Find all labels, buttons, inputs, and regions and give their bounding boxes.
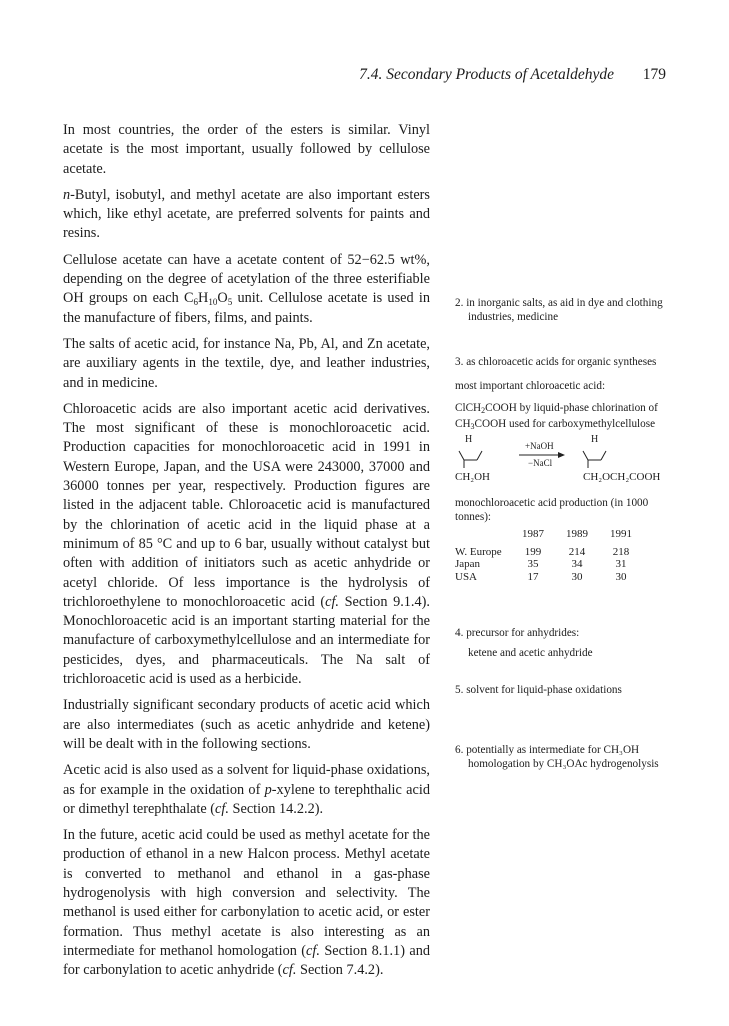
table-header-year: 1989 bbox=[566, 527, 588, 540]
table-header-year: 1991 bbox=[610, 527, 632, 540]
clch2-text: ClCH bbox=[455, 402, 482, 415]
table-cell: 218 bbox=[612, 545, 630, 558]
margin-note-2-text: 2. in inorganic salts, as aid in dye and clothing industries, medicine bbox=[455, 297, 663, 323]
paragraph-esters-order: In most countries, the order of the esters is similar. Vinyl acetate is the most important, usually followed by cellulose acetate. bbox=[63, 122, 430, 177]
p3-text-b: H bbox=[198, 290, 209, 307]
p3-text-d: unit. Cellulose acetate is used in the manufacture of fibers, films, and paints. bbox=[63, 290, 430, 326]
paragraph-chloroacetic-acids bbox=[63, 400, 430, 689]
p8-text-c: Section 7.4.2). bbox=[296, 962, 384, 979]
margin-note-4-sub: ketene and acetic anhydride bbox=[468, 646, 593, 659]
table-cell: 31 bbox=[615, 558, 627, 571]
margin-note-6 bbox=[455, 744, 670, 771]
table-cell: 35 bbox=[527, 558, 539, 571]
table-row bbox=[455, 571, 643, 584]
p5-cf: cf. bbox=[325, 593, 340, 610]
margin-note-3-sub2 bbox=[455, 402, 670, 433]
p8-text-a: In the future, acetic acid could be used as methyl acetate for the production of ethanol in a new Halcon process. Methyl acetate is converted to methanol and ethanol in a gas-phase hydrogenolysis with high conversion and selectivity. The methanol is used either for carbonylation to acetic acid, or ester formation. Thus methyl acetate is also interesting as an intermediate for methanol homologation ( bbox=[63, 827, 430, 959]
table-cell: 30 bbox=[615, 570, 627, 583]
page-number: 179 bbox=[642, 66, 666, 83]
p3-sub-10: 10 bbox=[208, 297, 218, 308]
p7-p-italic: p bbox=[264, 781, 272, 798]
carboxymethylation-reaction bbox=[455, 435, 670, 491]
p3-text-c: O bbox=[217, 290, 228, 307]
margin-note-3 bbox=[455, 356, 670, 583]
cooh-text: COOH by liquid-phase chlorination of CH bbox=[455, 402, 658, 430]
p8-cf-2: cf. bbox=[282, 962, 297, 979]
margin-note-5 bbox=[455, 684, 670, 698]
main-text-column bbox=[63, 121, 430, 980]
table-cell: 199 bbox=[524, 545, 542, 558]
running-header bbox=[340, 66, 666, 88]
table-cell-region: W. Europe bbox=[455, 545, 502, 558]
table-row bbox=[455, 546, 643, 559]
p3-sub-5: 5 bbox=[227, 297, 233, 308]
p7-text-b: -xylene to terephthalic acid or dimethyl terephthalate ( bbox=[63, 781, 430, 817]
margin-note-6-text: 6. potentially as intermediate for CH₃OH homologation by CH₃OAc hydrogenolysis bbox=[455, 744, 659, 770]
paragraph-acetic-salts: The salts of acetic acid, for instance Na, Pb, Al, and Zn acetate, are auxiliary agents in the textile, dye, and leather industries, and in medicine. bbox=[63, 335, 430, 391]
product-label: CH₂OCH₂COOH bbox=[583, 471, 661, 484]
p8-cf-1: cf. bbox=[306, 942, 320, 959]
margin-note-3-text: 3. as chloroacetic acids for organic syntheses bbox=[455, 356, 657, 368]
margin-note-4 bbox=[455, 627, 670, 660]
table-cell-region: Japan bbox=[455, 558, 481, 571]
cmc-text: COOH used for carboxymethylcellulose bbox=[474, 417, 656, 430]
table-header-year: 1987 bbox=[522, 527, 544, 540]
table-header-region bbox=[455, 528, 511, 546]
margin-note-3-sub1: most important chloroacetic acid: bbox=[455, 379, 606, 392]
p5-text-b: Section 9.1.4). Monochloroacetic acid is an important starting material for the manufacture of carboxymethylcellulose and an intermediate for pesticides, dyes, and pharmaceuticals. The Na salt of trichloroacetic acid is used as a herbicide. bbox=[63, 593, 430, 688]
n-prefix: n bbox=[63, 186, 71, 203]
paragraph-cellulose-acetate bbox=[63, 251, 430, 328]
paragraph-secondary-products: Industrially significant secondary products of acetic acid which are also intermediates (such as acetic anhydride and ketene) will be dealt with in the following sections. bbox=[63, 697, 430, 752]
table-cell: 214 bbox=[568, 545, 586, 558]
reagent-top: +NaOH bbox=[525, 441, 554, 452]
running-title: 7.4. Secondary Products of Acetaldehyde bbox=[359, 66, 614, 83]
margin-note-4-text: 4. precursor for anhydrides: bbox=[455, 627, 580, 639]
sub-3: 3 bbox=[470, 421, 475, 431]
table-cell: 34 bbox=[571, 558, 583, 571]
margin-note-5-text: 5. solvent for liquid-phase oxidations bbox=[455, 684, 622, 696]
table-cell: 17 bbox=[527, 570, 539, 583]
paragraph-butyl-acetate bbox=[63, 186, 430, 244]
table-row bbox=[455, 558, 643, 571]
table-header-row bbox=[455, 528, 643, 546]
p3-sub-6: 6 bbox=[193, 297, 199, 308]
p7-cf: cf. bbox=[215, 800, 229, 817]
p7-text-c: Section 14.2.2). bbox=[228, 800, 324, 817]
reactant-label: CH₂OH bbox=[455, 471, 491, 484]
p3-text-a: Cellulose acetate can have a acetate content of 52−62.5 wt%, depending on the degree of acetylation of the three esterifiable OH groups on each C bbox=[63, 251, 430, 307]
table-caption: monochloroacetic acid production (in 1000 tonnes): bbox=[455, 497, 649, 523]
paragraph-solvent bbox=[63, 761, 430, 819]
table-cell: 30 bbox=[571, 570, 583, 583]
table-cell-region: USA bbox=[455, 570, 478, 583]
p7-text-a: Acetic acid is also used as a solvent for liquid-phase oxidations, as for example in the oxidation of bbox=[63, 762, 430, 798]
reagent-bottom: −NaCl bbox=[528, 458, 553, 469]
margin-note-2 bbox=[455, 297, 670, 324]
reactant-h: H bbox=[465, 434, 473, 446]
production-table bbox=[455, 528, 643, 584]
paragraph-butyl-acetate-text: -Butyl, isobutyl, and methyl acetate are also important esters which, like ethyl acetate, are preferred solvents for paints and resins. bbox=[63, 186, 430, 242]
p5-text-a: Chloroacetic acids are also important acetic acid derivatives. The most significant of these is monochloroacetic acid. Production capacities for monochloroacetic acid in 1991 in Western Europe, Japan, and the USA were 243000, 37000 and 36000 tonnes per year, respectively. Production figures are listed in the adjacent table. Chloroacetic acid is manufactured by the chlorination of acetic acid in the liquid phase at a minimum of 85 °C and up to 6 bar, usually without catalyst but often with addition of initiators such as acetic anhydride or acetyl chloride. Of less importance is the hydrolysis of trichloroethylene to monochloroacetic acid ( bbox=[63, 400, 430, 610]
p8-text-b: Section 8.1.1) and for carbonylation to acetic anhydride ( bbox=[63, 942, 430, 979]
sub-2-a: 2 bbox=[481, 406, 486, 416]
paragraph-halcon-process bbox=[63, 826, 430, 980]
product-h: H bbox=[591, 434, 599, 446]
